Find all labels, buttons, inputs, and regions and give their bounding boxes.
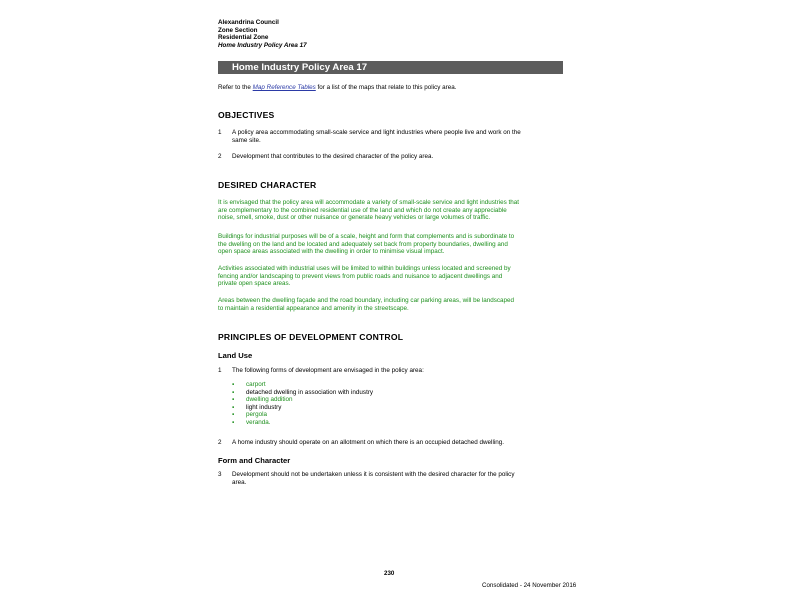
dc-p1-line-1: It is envisaged that the policy area will accommodate a variety of small-scale service and light industries that	[218, 199, 519, 206]
objective-2-number: 2	[218, 153, 222, 160]
objective-1-line-1: A policy area accommodating small-scale service and light industries where people live and work on the	[232, 129, 521, 136]
desired-character-paragraph-3	[218, 265, 511, 288]
dc-p3-line-2: fencing and/or landscaping to prevent views from public roads and nuisance to adjacent dwellings and	[218, 272, 503, 280]
bullet-icon: ▪	[232, 396, 235, 404]
dc-p3-line-1: Activities associated with industrial uses will be limited to within buildings unless located and screened by	[218, 265, 511, 272]
objective-1	[218, 129, 521, 137]
header-section: Zone Section	[218, 26, 258, 34]
list-item	[232, 419, 373, 427]
dc-p1-line-3: noise, smell, smoke, dust or other nuisance or generate heavy vehicles or large volumes of traffic.	[218, 214, 491, 222]
map-reference-tables-link[interactable]: Map Reference Tables	[252, 84, 316, 91]
form-character-item-3-line-1: Development should not be undertaken unless it is consistent with the desired character for the policy	[232, 471, 515, 478]
list-item-text: carport	[246, 381, 266, 388]
land-use-item-1	[218, 367, 424, 375]
list-item-text: dwelling addition	[246, 396, 293, 404]
refer-after: for a list of the maps that relate to this policy area.	[315, 84, 457, 91]
list-item	[232, 381, 373, 389]
dc-p2-line-3: open space areas associated with the dwelling in order to minimise visual impact.	[218, 248, 445, 256]
principles-heading: PRINCIPLES OF DEVELOPMENT CONTROL	[218, 332, 404, 342]
list-item	[232, 411, 373, 419]
refer-line	[218, 84, 456, 92]
desired-character-paragraph-2	[218, 233, 514, 256]
header-council: Alexandrina Council	[218, 19, 279, 26]
objective-1-number: 1	[218, 129, 222, 136]
objective-2	[218, 153, 433, 161]
header-policy-area: Home Industry Policy Area 17	[218, 41, 307, 49]
form-character-item-3-line-2: area.	[232, 479, 247, 486]
header-zone: Residential Zone	[218, 34, 269, 41]
list-item	[232, 404, 373, 412]
form-character-item-3	[218, 471, 514, 479]
dc-p2-line-1: Buildings for industrial purposes will be of a scale, height and form that complements and is subordinate to	[218, 233, 515, 240]
desired-character-paragraph-1	[218, 199, 519, 222]
bullet-icon: ▪	[232, 381, 235, 388]
desired-character-paragraph-4	[218, 297, 514, 312]
land-use-item-1-text: The following forms of development are envisaged in the policy area:	[232, 367, 424, 374]
dc-p1-line-2: are complementary to the combined residential use of the land and which do not create any appreciable	[218, 206, 507, 214]
list-item-text: detached dwelling in association with industry	[246, 388, 374, 396]
list-item-text: light industry	[246, 403, 282, 411]
bullet-icon: ▪	[232, 418, 235, 426]
dc-p4-line-1: Areas between the dwelling façade and the road boundary, including car parking areas, will be landscaped	[218, 297, 515, 304]
form-character-item-3-number: 3	[218, 471, 222, 478]
dc-p3-line-3: private open space areas.	[218, 280, 291, 288]
bullet-icon: ▪	[232, 388, 235, 396]
land-use-item-1-number: 1	[218, 367, 222, 374]
land-use-item-2	[218, 439, 504, 447]
page-number: 230	[384, 570, 395, 577]
policy-area-title: Home Industry Policy Area 17	[218, 61, 563, 74]
envisaged-development-list	[232, 381, 373, 427]
bullet-icon: ▪	[232, 411, 235, 419]
consolidated-date: Consolidated - 24 November 2016	[482, 582, 577, 589]
list-item-text: pergola	[246, 411, 268, 419]
form-character-heading: Form and Character	[218, 456, 291, 465]
land-use-heading: Land Use	[218, 351, 253, 360]
objective-1-line-2: same site.	[232, 137, 261, 144]
list-item	[232, 389, 373, 397]
list-item	[232, 396, 373, 404]
list-item-text: veranda.	[246, 418, 271, 426]
desired-character-heading: DESIRED CHARACTER	[218, 180, 317, 190]
land-use-item-2-text: A home industry should operate on an allotment on which there is an occupied detached dwelling.	[232, 439, 504, 446]
dc-p2-line-2: the dwelling on the land and be located and adequately set back from property boundaries, dwelling and	[218, 240, 508, 248]
refer-before: Refer to the	[218, 84, 253, 91]
objectives-heading: OBJECTIVES	[218, 110, 275, 120]
objective-2-line-1: Development that contributes to the desired character of the policy area.	[232, 153, 434, 160]
dc-p4-line-2: to maintain a residential appearance and amenity in the streetscape.	[218, 304, 409, 312]
land-use-item-2-number: 2	[218, 439, 222, 446]
bullet-icon: ▪	[232, 403, 235, 411]
